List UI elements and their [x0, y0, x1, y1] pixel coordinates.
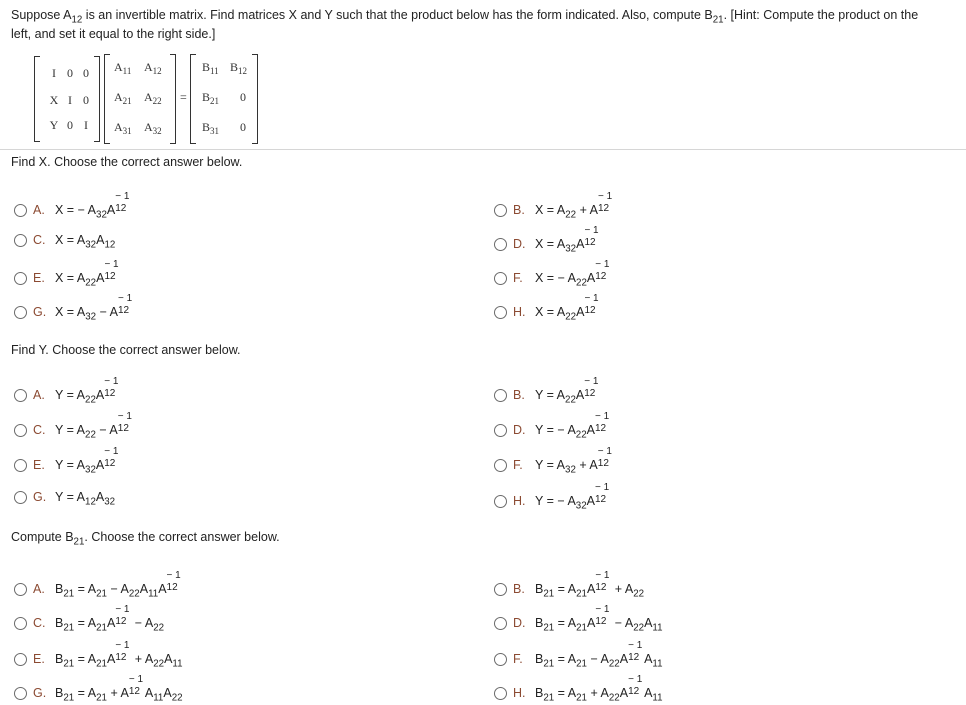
b21-option-a[interactable]: A. $B_{21} = A_{21} - A_{22}A_{11}A$ − 1 12: [14, 578, 183, 600]
radio-button[interactable]: [14, 234, 27, 247]
y-option-c[interactable]: C. $Y = A_{22} - A$ − 1 12: [14, 419, 134, 441]
x-option-e[interactable]: E. $X = A_{22}A$ − 1 12: [14, 267, 120, 289]
prompt-line-1: Suppose $A_{12}$ is an invertible matrix. Find matrices X and Y such that the product below has the form indicated. Also, compute $B_{21}$. [Hint: Compute the product on the: [11, 8, 919, 26]
radio-button[interactable]: [14, 653, 27, 666]
prompt-line-2: left, and set it equal to the right side.]: [11, 27, 216, 41]
b21-option-c[interactable]: C. $B_{21} = A_{21}A$ − 1 12 − $A_{22}$: [14, 612, 164, 634]
x-option-h[interactable]: H. $X = A_{22}A$ − 1 12: [494, 301, 600, 323]
divider: [0, 149, 966, 150]
question-prompt: [11, 6, 961, 44]
radio-button[interactable]: [14, 583, 27, 596]
left-bracket: [34, 56, 40, 142]
equals-sign: =: [180, 90, 187, 104]
x-option-c[interactable]: C. $X = A_{32}A_{12}$: [14, 229, 115, 251]
y-option-f[interactable]: F. $Y = A_{32} + A$ − 1 12: [494, 454, 614, 476]
b21-option-h[interactable]: H. $B_{21} = A_{21} + A_{22}A$ − 1 12 $A_{11}$: [494, 682, 663, 704]
x-option-b[interactable]: B. $X = A_{22} + A$ − 1 12: [494, 199, 614, 221]
compute-b21-heading: Compute $B_{21}$. Choose the correct answer below.: [11, 530, 280, 548]
radio-button[interactable]: [494, 583, 507, 596]
radio-button[interactable]: [14, 306, 27, 319]
radio-button[interactable]: [494, 272, 507, 285]
right-bracket: [94, 56, 100, 142]
b21-option-b[interactable]: B. $B_{21} = A_{21}A$ − 1 12 + $A_{22}$: [494, 578, 644, 600]
radio-button[interactable]: [494, 238, 507, 251]
x-option-d[interactable]: D. $X = A_{32}A$ − 1 12: [494, 233, 600, 255]
radio-button[interactable]: [494, 495, 507, 508]
y-option-b[interactable]: B. $Y = A_{22}A$ − 1 12: [494, 384, 600, 406]
b21-option-e[interactable]: E. $B_{21} = A_{21}A$ − 1 12 + $A_{22}A_{11}$: [14, 648, 183, 670]
radio-button[interactable]: [494, 687, 507, 700]
b21-option-d[interactable]: D. $B_{21} = A_{21}A$ − 1 12 − $A_{22}A_{11}$: [494, 612, 663, 634]
radio-button[interactable]: [494, 653, 507, 666]
x-option-f[interactable]: F. X = − $A_{22}A$ − 1 12: [494, 267, 611, 289]
radio-button[interactable]: [14, 204, 27, 217]
find-y-heading: Find Y. Choose the correct answer below.: [11, 343, 241, 357]
radio-button[interactable]: [14, 424, 27, 437]
radio-button[interactable]: [14, 272, 27, 285]
y-option-h[interactable]: H. Y = − $A_{32}A$ − 1 12: [494, 490, 611, 512]
x-option-a[interactable]: A. X = − $A_{32}A$ − 1 12: [14, 199, 131, 221]
radio-button[interactable]: [494, 204, 507, 217]
b21-option-g[interactable]: G. $B_{21} = A_{21} + A$ − 1 12 $A_{11}A_{22}$: [14, 682, 183, 704]
radio-button[interactable]: [14, 389, 27, 402]
radio-button[interactable]: [494, 424, 507, 437]
radio-button[interactable]: [14, 459, 27, 472]
radio-button[interactable]: [14, 491, 27, 504]
find-x-heading: Find X. Choose the correct answer below.: [11, 155, 243, 169]
y-option-e[interactable]: E. $Y = A_{32}A$ − 1 12: [14, 454, 120, 476]
y-option-a[interactable]: A. $Y = A_{22}A$ − 1 12: [14, 384, 120, 406]
radio-button[interactable]: [14, 687, 27, 700]
radio-button[interactable]: [494, 306, 507, 319]
radio-button[interactable]: [494, 459, 507, 472]
radio-button[interactable]: [14, 617, 27, 630]
b21-option-f[interactable]: F. $B_{21} = A_{21} - A_{22}A$ − 1 12 $A_{11}$: [494, 648, 663, 670]
x-option-g[interactable]: G. $X = A_{32} - A$ − 1 12: [14, 301, 134, 323]
y-option-d[interactable]: D. Y = − $A_{22}A$ − 1 12: [494, 419, 611, 441]
radio-button[interactable]: [494, 389, 507, 402]
radio-button[interactable]: [494, 617, 507, 630]
y-option-g[interactable]: G. $Y = A_{12}A_{32}$: [14, 486, 115, 508]
